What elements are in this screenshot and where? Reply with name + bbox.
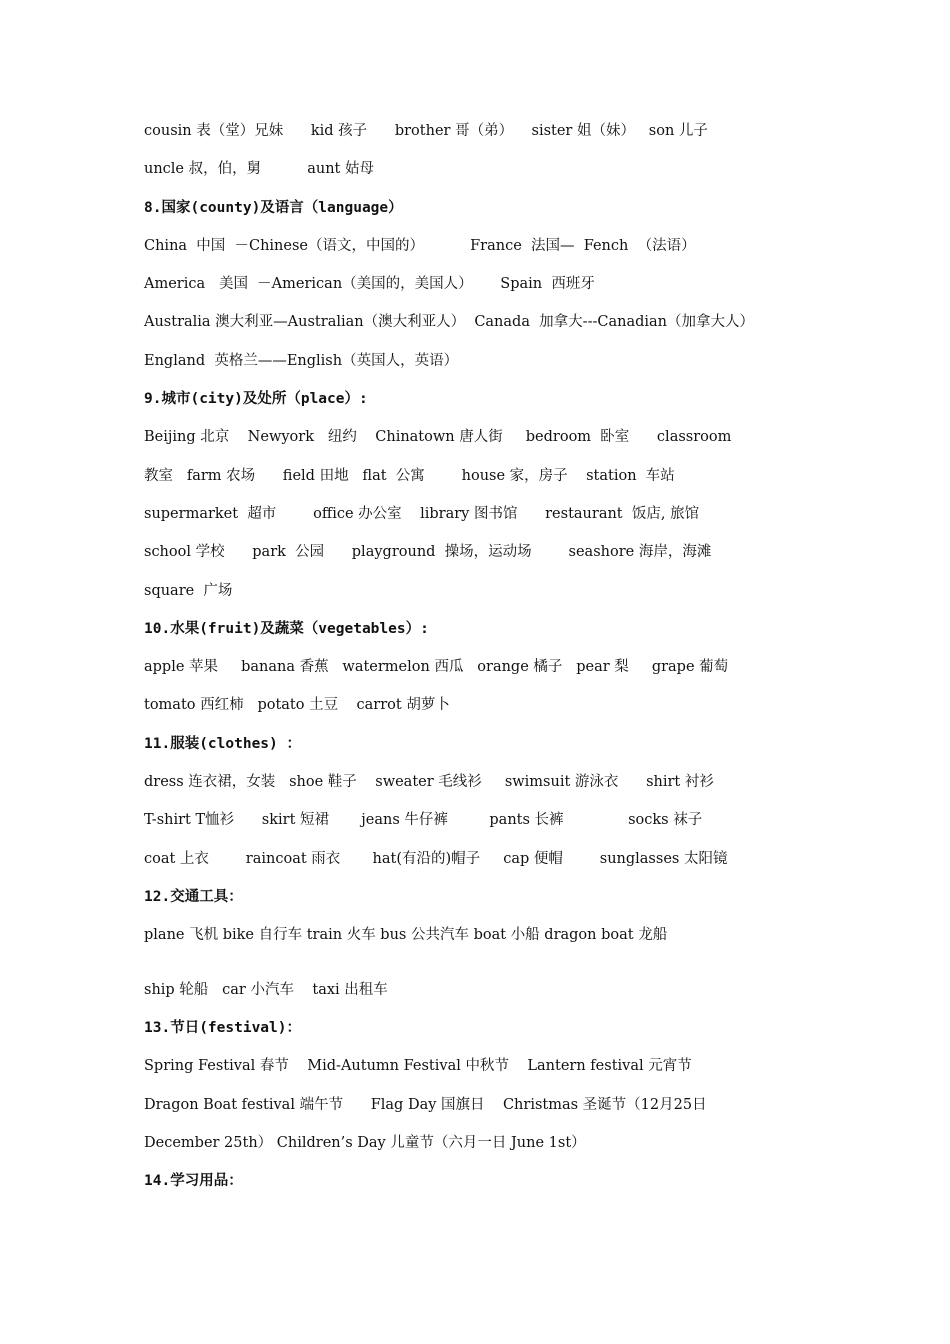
line-festival-3: December 25th） Children’s Day 儿童节（六月一日 June 1st）	[144, 1135, 586, 1151]
line-festival-2: Dragon Boat festival 端午节 Flag Day 国旗日 Christmas 圣诞节（12月25日	[144, 1097, 707, 1113]
line-family-2: uncle 叔，伯，舅 aunt 姑母	[144, 161, 374, 177]
line-places-2: 教室 farm 农场 field 田地 flat 公寓 house 家，房子 station 车站	[144, 468, 675, 484]
line-places-3: supermarket 超市 office 办公室 library 图书馆 restaurant 饭店, 旅馆	[144, 506, 700, 522]
line-countries-2: America 美国 －American（美国的，美国人） Spain 西班牙	[144, 276, 595, 292]
line-clothes-2: T-shirt T恤衫 skirt 短裙 jeans 牛仔裤 pants 长裤 socks 袜子	[144, 812, 703, 828]
line-festival-1: Spring Festival 春节 Mid-Autumn Festival 中秋节 Lantern festival 元宵节	[144, 1058, 692, 1074]
heading-transport: 12.交通工具：	[144, 889, 243, 905]
line-countries-4: England 英格兰——English（英国人，英语）	[144, 353, 459, 369]
line-countries-3: Australia 澳大利亚—Australian（澳大利亚人） Canada 加拿大---Canadian（加拿大人）	[144, 314, 755, 330]
line-transport-2: ship 轮船 car 小汽车 taxi 出租车	[144, 982, 388, 998]
line-places-4: school 学校 park 公园 playground 操场，运动场 seashore 海岸，海滩	[144, 544, 712, 560]
line-family-1: cousin 表（堂）兄妹 kid 孩子 brother 哥（弟） sister 姐（妹） son 儿子	[144, 123, 708, 139]
heading-countries: 8.国家(county)及语言（language）	[144, 200, 403, 216]
line-clothes-1: dress 连衣裙，女装 shoe 鞋子 sweater 毛线衫 swimsuit 游泳衣 shirt 衬衫	[144, 774, 714, 790]
line-places-1: Beijing 北京 Newyork 纽约 Chinatown 唐人街 bedroom 卧室 classroom	[144, 429, 732, 445]
line-transport-1: plane 飞机 bike 自行车 train 火车 bus 公共汽车 boat 小船 dragon boat 龙船	[144, 927, 668, 943]
line-clothes-3: coat 上衣 raincoat 雨衣 hat(有沿的)帽子 cap 便帽 sunglasses 太阳镜	[144, 851, 728, 867]
heading-festival: 13.节日(festival)：	[144, 1020, 301, 1036]
heading-stationery: 14.学习用品：	[144, 1173, 243, 1189]
heading-clothes: 11.服装(clothes) ：	[144, 736, 301, 752]
line-countries-1: China 中国 －Chinese（语文，中国的） France 法国— Fench （法语）	[144, 238, 696, 254]
line-fruit-2: tomato 西红柿 potato 土豆 carrot 胡萝卜	[144, 697, 450, 713]
heading-places: 9.城市(city)及处所（place）:	[144, 391, 368, 407]
line-fruit-1: apple 苹果 banana 香蕉 watermelon 西瓜 orange 橘子 pear 梨 grape 葡萄	[144, 659, 729, 675]
heading-fruit: 10.水果(fruit)及蔬菜（vegetables）:	[144, 621, 429, 637]
line-places-5: square 广场	[144, 583, 233, 599]
